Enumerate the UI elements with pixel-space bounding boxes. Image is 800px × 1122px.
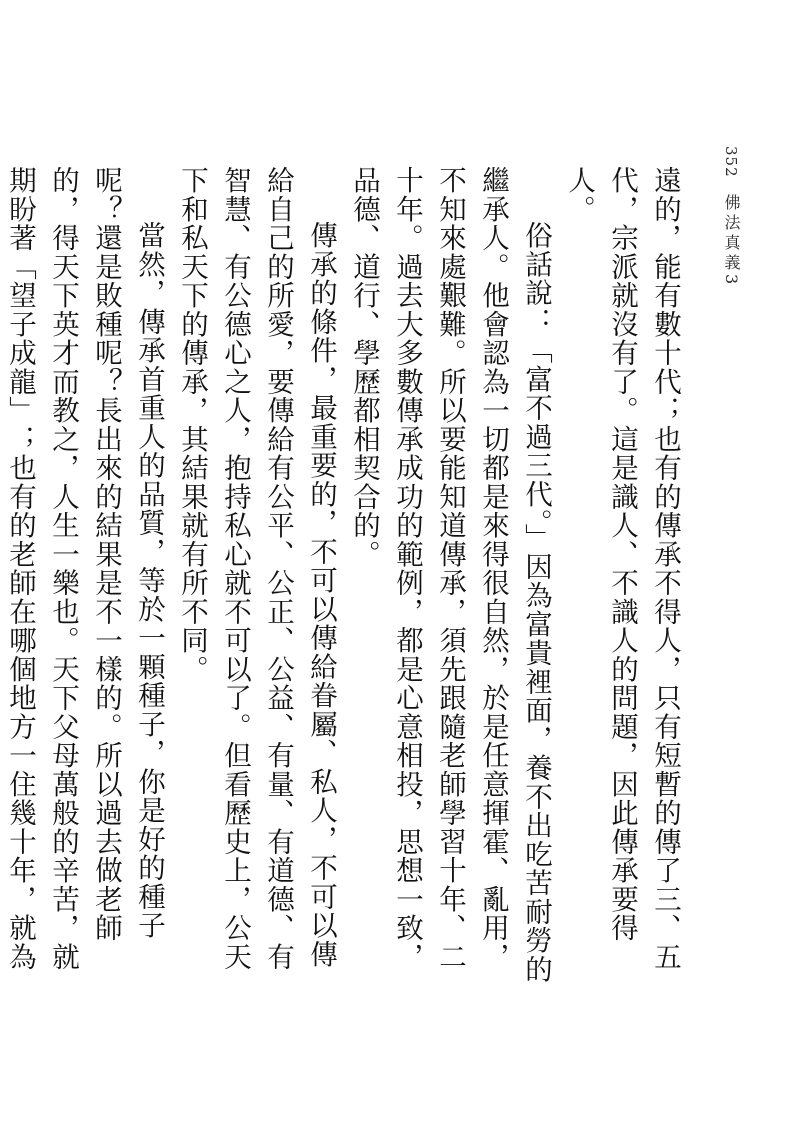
paragraph: 當然，傳承首重人的品質，等於一顆種子，你是好的種子呢？還是敗種呢？長出來的結果是不一樣的。所以過去做老師的，得天下英才而教之，人生一樂也。天下父母萬般的辛苦，就期盼著「望子成龍」；也有的老師在哪個地方一住幾十年，就為	[4, 166, 165, 971]
book-title: 佛法真義3	[722, 194, 741, 289]
paragraph: 俗話說：「富不過三代。」因為富貴裡面，養不出吃苦耐勞的繼承人。他會認為一切都是來得很自然，於是任意揮霍、亂用，不知來處艱難。所以要能知道傳承，須先跟隨老師學習十年、二十年。過去大多數傳承成功的範例，都是心意相投，思想一致，品德、道行、學歷都相契合的。	[348, 166, 552, 984]
running-header	[717, 146, 745, 289]
body-text	[4, 166, 686, 990]
page-number: 352	[722, 146, 740, 178]
paragraph: 傳承的條件，最重要的，不可以傳給眷屬、私人，不可以傳給自己的所愛，要傳給有公平、公正、公益、有量、有道德、有智慧、有公德心之人，抱持私心就不可以了。但看歷史上，公天下和私天下的傳承，其結果就有所不同。	[176, 166, 337, 971]
paragraph: 遠的，能有數十代；也有的傳承不得人，只有短暫的傳了三、五代，宗派就沒有了。這是識人、不識人的問題，因此傳承要得人。	[563, 166, 681, 971]
